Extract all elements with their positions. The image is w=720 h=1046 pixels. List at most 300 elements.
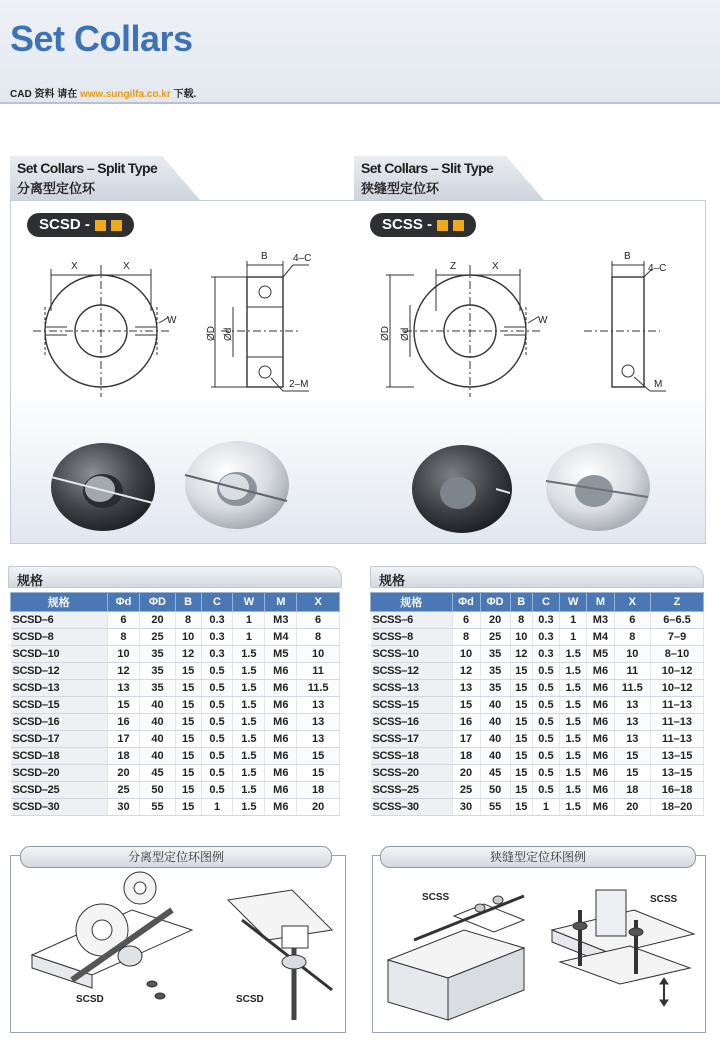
spec-value-cell: 16–18 xyxy=(651,782,704,799)
spec-value-cell: M6 xyxy=(265,714,297,731)
spec-value-cell: 40 xyxy=(480,748,510,765)
table-row xyxy=(11,646,340,663)
spec-value-cell: 17 xyxy=(107,731,140,748)
table-row xyxy=(11,799,340,816)
spec-value-cell: 15 xyxy=(175,748,201,765)
spec-value-cell: 20 xyxy=(140,612,175,629)
spec-value-cell: 13 xyxy=(452,680,480,697)
dim-outer-diameter-label: ØD xyxy=(206,326,217,341)
slit-type-subtitle: 狭缝型定位环 xyxy=(361,181,440,196)
model-code-cell: SCSS–18 xyxy=(371,748,453,765)
model-code-cell: SCSS–13 xyxy=(371,680,453,697)
spec-value-cell: M3 xyxy=(587,612,614,629)
dim-chamfer-label: 4–C xyxy=(648,263,667,274)
spec-value-cell: 15 xyxy=(175,663,201,680)
split-collar-drawing xyxy=(11,241,357,421)
spec-value-cell: 12 xyxy=(107,663,140,680)
slit-example-drawing xyxy=(374,870,704,1030)
spec-value-cell: M6 xyxy=(587,748,614,765)
spec-value-cell: 13–15 xyxy=(651,765,704,782)
spec-value-cell: 11.5 xyxy=(297,680,340,697)
split-column-header: 规格 xyxy=(11,593,108,612)
cad-download-note xyxy=(10,85,196,100)
spec-value-cell: 12 xyxy=(175,646,201,663)
spec-value-cell: M4 xyxy=(587,629,614,646)
table-row xyxy=(371,765,704,782)
spec-value-cell: 1 xyxy=(560,612,587,629)
model-code-cell: SCSS–30 xyxy=(371,799,453,816)
spec-value-cell: 10 xyxy=(510,629,532,646)
spec-value-cell: M6 xyxy=(265,748,297,765)
split-example-drawing xyxy=(12,870,344,1030)
spec-value-cell: 1.5 xyxy=(560,782,587,799)
table-row xyxy=(371,629,704,646)
model-code-cell: SCSD–25 xyxy=(11,782,108,799)
spec-value-cell: 30 xyxy=(107,799,140,816)
cad-note-prefix: CAD 资料 请在 xyxy=(10,89,80,100)
white-slit-collar-photo xyxy=(546,443,650,531)
split-column-header: ΦD xyxy=(140,593,175,612)
spec-value-cell: 35 xyxy=(140,663,175,680)
split-example-label: 分离型定位环图例 xyxy=(20,846,332,868)
spec-value-cell: 30 xyxy=(452,799,480,816)
table-row xyxy=(11,697,340,714)
spec-value-cell: M6 xyxy=(587,680,614,697)
spec-value-cell: 1.5 xyxy=(560,765,587,782)
slit-column-header: W xyxy=(560,593,587,612)
slit-code-badge xyxy=(370,213,476,237)
spec-value-cell: 13 xyxy=(297,731,340,748)
spec-value-cell: 8 xyxy=(614,629,651,646)
spec-value-cell: 1.5 xyxy=(233,714,265,731)
dim-chamfer-label: 4–C xyxy=(293,253,312,264)
model-code-cell: SCSS–16 xyxy=(371,714,453,731)
spec-value-cell: 40 xyxy=(140,697,175,714)
table-row xyxy=(11,680,340,697)
spec-value-cell: 15 xyxy=(510,697,532,714)
split-type-subtitle: 分离型定位环 xyxy=(17,181,96,196)
model-code-cell: SCSD–18 xyxy=(11,748,108,765)
model-code-cell: SCSS–8 xyxy=(371,629,453,646)
spec-value-cell: 1.5 xyxy=(560,799,587,816)
spec-value-cell: 45 xyxy=(140,765,175,782)
model-code-cell: SCSD–6 xyxy=(11,612,108,629)
spec-value-cell: 1.5 xyxy=(560,680,587,697)
slit-type-tab xyxy=(354,156,544,200)
split-type-panel xyxy=(10,200,358,544)
spec-value-cell: 6–6.5 xyxy=(651,612,704,629)
spec-value-cell: 0.5 xyxy=(532,731,559,748)
dim-x-label: X xyxy=(123,261,130,272)
spec-value-cell: 8 xyxy=(175,612,201,629)
spec-value-cell: 15 xyxy=(175,697,201,714)
spec-value-cell: 8 xyxy=(297,629,340,646)
table-row xyxy=(11,731,340,748)
spec-value-cell: 1.5 xyxy=(560,646,587,663)
spec-value-cell: 15 xyxy=(614,748,651,765)
table-row xyxy=(371,646,704,663)
spec-value-cell: 0.5 xyxy=(532,680,559,697)
table-row xyxy=(371,697,704,714)
spec-value-cell: 25 xyxy=(480,629,510,646)
spec-value-cell: 15 xyxy=(175,714,201,731)
slit-column-header: M xyxy=(587,593,614,612)
spec-value-cell: M6 xyxy=(265,799,297,816)
spec-value-cell: 35 xyxy=(480,646,510,663)
spec-value-cell: 50 xyxy=(140,782,175,799)
spec-value-cell: M6 xyxy=(587,731,614,748)
spec-value-cell: 8 xyxy=(452,629,480,646)
spec-value-cell: 0.5 xyxy=(201,714,233,731)
split-column-header: B xyxy=(175,593,201,612)
slit-spec-heading xyxy=(370,566,704,588)
spec-value-cell: 17 xyxy=(452,731,480,748)
table-row xyxy=(11,714,340,731)
dim-bore-diameter-label: Ød xyxy=(400,327,411,341)
spec-value-cell: M6 xyxy=(265,731,297,748)
spec-value-cell: 1.5 xyxy=(233,731,265,748)
spec-value-cell: 15 xyxy=(107,697,140,714)
spec-value-cell: 1.5 xyxy=(233,782,265,799)
spec-value-cell: 6 xyxy=(107,612,140,629)
spec-value-cell: 1 xyxy=(233,629,265,646)
table-row xyxy=(371,799,704,816)
spec-value-cell: 13 xyxy=(614,714,651,731)
table-row xyxy=(11,629,340,646)
spec-value-cell: 16 xyxy=(107,714,140,731)
spec-value-cell: M6 xyxy=(265,782,297,799)
slit-example-callout: SCSS xyxy=(422,892,450,903)
spec-value-cell: M3 xyxy=(265,612,297,629)
spec-value-cell: 15 xyxy=(175,680,201,697)
spec-value-cell: 40 xyxy=(480,714,510,731)
spec-value-cell: 40 xyxy=(140,714,175,731)
dim-w-label: W xyxy=(538,315,548,326)
spec-value-cell: 40 xyxy=(480,731,510,748)
spec-value-cell: 6 xyxy=(452,612,480,629)
table-row xyxy=(371,731,704,748)
split-spec-heading xyxy=(8,566,342,588)
spec-value-cell: 1 xyxy=(532,799,559,816)
spec-value-cell: 1.5 xyxy=(233,646,265,663)
spec-value-cell: M6 xyxy=(587,765,614,782)
spec-value-cell: 20 xyxy=(452,765,480,782)
spec-value-cell: 15 xyxy=(510,765,532,782)
slit-column-header: C xyxy=(532,593,559,612)
spec-value-cell: 40 xyxy=(140,731,175,748)
code-placeholder-square xyxy=(111,220,122,231)
spec-value-cell: 8–10 xyxy=(651,646,704,663)
spec-value-cell: 13 xyxy=(297,714,340,731)
cad-note-suffix: 下载. xyxy=(170,89,197,100)
spec-value-cell: 0.5 xyxy=(201,731,233,748)
split-spec-table xyxy=(10,592,340,816)
spec-value-cell: 1.5 xyxy=(560,714,587,731)
slit-example-callout: SCSS xyxy=(650,894,678,905)
spec-value-cell: 11 xyxy=(297,663,340,680)
table-row xyxy=(371,748,704,765)
slit-column-header: B xyxy=(510,593,532,612)
spec-value-cell: 1.5 xyxy=(233,680,265,697)
spec-value-cell: 15 xyxy=(175,731,201,748)
spec-value-cell: 0.5 xyxy=(201,765,233,782)
spec-value-cell: 10 xyxy=(614,646,651,663)
spec-value-cell: M6 xyxy=(587,697,614,714)
spec-value-cell: 0.5 xyxy=(201,782,233,799)
model-code-cell: SCSS–6 xyxy=(371,612,453,629)
spec-value-cell: 10–12 xyxy=(651,663,704,680)
slit-example-label: 狭缝型定位环图例 xyxy=(380,846,696,868)
model-code-cell: SCSD–8 xyxy=(11,629,108,646)
spec-value-cell: 11–13 xyxy=(651,697,704,714)
spec-value-cell: 15 xyxy=(452,697,480,714)
model-code-cell: SCSS–20 xyxy=(371,765,453,782)
table-row xyxy=(371,714,704,731)
spec-value-cell: 55 xyxy=(140,799,175,816)
spec-value-cell: 35 xyxy=(140,680,175,697)
model-code-cell: SCSD–13 xyxy=(11,680,108,697)
spec-value-cell: 15 xyxy=(510,799,532,816)
split-column-header: C xyxy=(201,593,233,612)
slit-code-label: SCSS - xyxy=(382,216,433,233)
spec-value-cell: M5 xyxy=(265,646,297,663)
spec-value-cell: 55 xyxy=(480,799,510,816)
spec-value-cell: 0.5 xyxy=(532,714,559,731)
split-code-label: SCSD - xyxy=(39,216,90,233)
table-row xyxy=(371,680,704,697)
model-code-cell: SCSS–17 xyxy=(371,731,453,748)
slit-column-header: ΦD xyxy=(480,593,510,612)
table-row xyxy=(371,612,704,629)
spec-value-cell: M6 xyxy=(265,697,297,714)
spec-value-cell: 1.5 xyxy=(560,748,587,765)
spec-value-cell: 25 xyxy=(452,782,480,799)
spec-value-cell: 1 xyxy=(201,799,233,816)
spec-value-cell: 40 xyxy=(140,748,175,765)
table-row xyxy=(11,782,340,799)
spec-value-cell: 0.5 xyxy=(532,765,559,782)
spec-value-cell: 1.5 xyxy=(233,697,265,714)
table-row xyxy=(371,663,704,680)
model-code-cell: SCSD–20 xyxy=(11,765,108,782)
model-code-cell: SCSD–17 xyxy=(11,731,108,748)
dim-screw-label: 2–M xyxy=(289,379,309,390)
split-type-tab xyxy=(10,156,200,200)
spec-value-cell: 16 xyxy=(452,714,480,731)
spec-value-cell: 8 xyxy=(510,612,532,629)
spec-value-cell: 1.5 xyxy=(233,663,265,680)
spec-value-cell: 0.3 xyxy=(201,612,233,629)
spec-value-cell: 20 xyxy=(614,799,651,816)
black-split-collar-photo xyxy=(51,443,155,531)
spec-value-cell: 8 xyxy=(107,629,140,646)
split-column-header: Φd xyxy=(107,593,140,612)
split-column-header: W xyxy=(233,593,265,612)
spec-value-cell: 13–15 xyxy=(651,748,704,765)
spec-value-cell: 15 xyxy=(297,765,340,782)
spec-value-cell: 0.3 xyxy=(532,629,559,646)
dim-outer-diameter-label: ØD xyxy=(380,326,391,341)
model-code-cell: SCSD–12 xyxy=(11,663,108,680)
spec-value-cell: 0.5 xyxy=(532,748,559,765)
spec-value-cell: 15 xyxy=(614,765,651,782)
spec-value-cell: 6 xyxy=(614,612,651,629)
spec-value-cell: 0.3 xyxy=(532,646,559,663)
spec-value-cell: 15 xyxy=(297,748,340,765)
spec-value-cell: M6 xyxy=(587,799,614,816)
spec-value-cell: 1.5 xyxy=(560,731,587,748)
spec-value-cell: 45 xyxy=(480,765,510,782)
spec-value-cell: 0.5 xyxy=(201,663,233,680)
dim-b-label: B xyxy=(624,251,631,262)
spec-value-cell: 20 xyxy=(107,765,140,782)
spec-value-cell: 15 xyxy=(510,782,532,799)
spec-value-cell: 1.5 xyxy=(233,765,265,782)
page-header xyxy=(0,0,720,104)
black-slit-collar-photo xyxy=(412,445,512,533)
spec-value-cell: 18–20 xyxy=(651,799,704,816)
model-code-cell: SCSD–30 xyxy=(11,799,108,816)
spec-value-cell: 10 xyxy=(107,646,140,663)
slit-spec-table xyxy=(370,592,704,816)
model-code-cell: SCSS–10 xyxy=(371,646,453,663)
spec-value-cell: 15 xyxy=(510,714,532,731)
spec-value-cell: 11 xyxy=(614,663,651,680)
spec-value-cell: 0.5 xyxy=(201,697,233,714)
spec-value-cell: 35 xyxy=(140,646,175,663)
spec-value-cell: 0.5 xyxy=(201,680,233,697)
spec-value-cell: 13 xyxy=(297,697,340,714)
dim-b-label: B xyxy=(261,251,268,262)
table-row xyxy=(371,782,704,799)
spec-value-cell: 40 xyxy=(480,697,510,714)
spec-value-cell: M6 xyxy=(587,663,614,680)
spec-value-cell: 1.5 xyxy=(233,748,265,765)
dim-z-label: Z xyxy=(450,261,457,272)
table-row xyxy=(11,612,340,629)
spec-value-cell: 15 xyxy=(510,748,532,765)
slit-type-section xyxy=(354,156,706,544)
spec-value-cell: 0.5 xyxy=(532,697,559,714)
table-row xyxy=(11,748,340,765)
slit-column-header: Φd xyxy=(452,593,480,612)
spec-value-cell: 0.5 xyxy=(201,748,233,765)
spec-value-cell: 18 xyxy=(452,748,480,765)
code-placeholder-square xyxy=(437,220,448,231)
spec-value-cell: 1.5 xyxy=(560,663,587,680)
model-code-cell: SCSD–10 xyxy=(11,646,108,663)
spec-value-cell: 13 xyxy=(107,680,140,697)
spec-value-cell: 0.5 xyxy=(532,663,559,680)
spec-value-cell: M6 xyxy=(265,680,297,697)
spec-value-cell: 0.3 xyxy=(532,612,559,629)
white-split-collar-photo xyxy=(185,441,289,529)
spec-value-cell: 18 xyxy=(297,782,340,799)
slit-collar-photos xyxy=(354,419,704,539)
spec-value-cell: 20 xyxy=(297,799,340,816)
spec-value-cell: M6 xyxy=(587,714,614,731)
spec-value-cell: 0.3 xyxy=(201,629,233,646)
split-column-header: X xyxy=(297,593,340,612)
spec-value-cell: 0.5 xyxy=(532,782,559,799)
spec-value-cell: 10 xyxy=(297,646,340,663)
page-title: Set Collars xyxy=(10,18,193,59)
model-code-cell: SCSS–12 xyxy=(371,663,453,680)
slit-column-header: X xyxy=(614,593,651,612)
spec-value-cell: M5 xyxy=(587,646,614,663)
split-example-callout: SCSD xyxy=(236,994,264,1005)
spec-value-cell: 25 xyxy=(107,782,140,799)
split-spec-heading-text: 规格 xyxy=(17,573,44,588)
table-row xyxy=(11,663,340,680)
spec-value-cell: 10–12 xyxy=(651,680,704,697)
split-code-badge xyxy=(27,213,134,237)
spec-value-cell: 15 xyxy=(175,765,201,782)
spec-value-cell: M6 xyxy=(587,782,614,799)
spec-value-cell: 1 xyxy=(233,612,265,629)
spec-value-cell: 15 xyxy=(510,680,532,697)
spec-value-cell: 1.5 xyxy=(560,697,587,714)
spec-value-cell: 10 xyxy=(452,646,480,663)
split-column-header: M xyxy=(265,593,297,612)
code-placeholder-square xyxy=(453,220,464,231)
code-placeholder-square xyxy=(95,220,106,231)
spec-value-cell: 25 xyxy=(140,629,175,646)
spec-value-cell: 6 xyxy=(297,612,340,629)
slit-spec-heading-text: 规格 xyxy=(379,573,406,588)
dim-bore-diameter-label: Ød xyxy=(223,327,234,341)
spec-value-cell: 15 xyxy=(510,731,532,748)
slit-column-header: Z xyxy=(651,593,704,612)
spec-value-cell: 11.5 xyxy=(614,680,651,697)
dim-x-label: X xyxy=(71,261,78,272)
slit-collar-drawing xyxy=(354,241,704,421)
spec-value-cell: 35 xyxy=(480,680,510,697)
model-code-cell: SCSD–16 xyxy=(11,714,108,731)
spec-value-cell: 10 xyxy=(175,629,201,646)
cad-download-link[interactable]: www.sungilfa.co.kr xyxy=(80,89,171,100)
spec-value-cell: M6 xyxy=(265,765,297,782)
dim-w-label: W xyxy=(167,315,177,326)
spec-value-cell: 18 xyxy=(614,782,651,799)
spec-value-cell: 1 xyxy=(560,629,587,646)
slit-type-panel xyxy=(354,200,706,544)
slit-type-title: Set Collars – Slit Type xyxy=(361,160,494,176)
spec-value-cell: 0.3 xyxy=(201,646,233,663)
spec-value-cell: 11–13 xyxy=(651,714,704,731)
spec-value-cell: 50 xyxy=(480,782,510,799)
spec-value-cell: 15 xyxy=(510,663,532,680)
slit-column-header: 规格 xyxy=(371,593,453,612)
spec-value-cell: 18 xyxy=(107,748,140,765)
table-row xyxy=(11,765,340,782)
spec-value-cell: 15 xyxy=(175,782,201,799)
spec-value-cell: 1.5 xyxy=(233,799,265,816)
model-code-cell: SCSD–15 xyxy=(11,697,108,714)
model-code-cell: SCSS–15 xyxy=(371,697,453,714)
split-example-callout: SCSD xyxy=(76,994,104,1005)
spec-value-cell: 13 xyxy=(614,731,651,748)
spec-value-cell: 35 xyxy=(480,663,510,680)
spec-value-cell: 15 xyxy=(175,799,201,816)
split-type-section xyxy=(10,156,358,544)
spec-value-cell: M4 xyxy=(265,629,297,646)
spec-value-cell: 12 xyxy=(510,646,532,663)
dim-screw-label: M xyxy=(654,379,663,390)
spec-value-cell: 7–9 xyxy=(651,629,704,646)
spec-value-cell: 11–13 xyxy=(651,731,704,748)
spec-value-cell: M6 xyxy=(265,663,297,680)
